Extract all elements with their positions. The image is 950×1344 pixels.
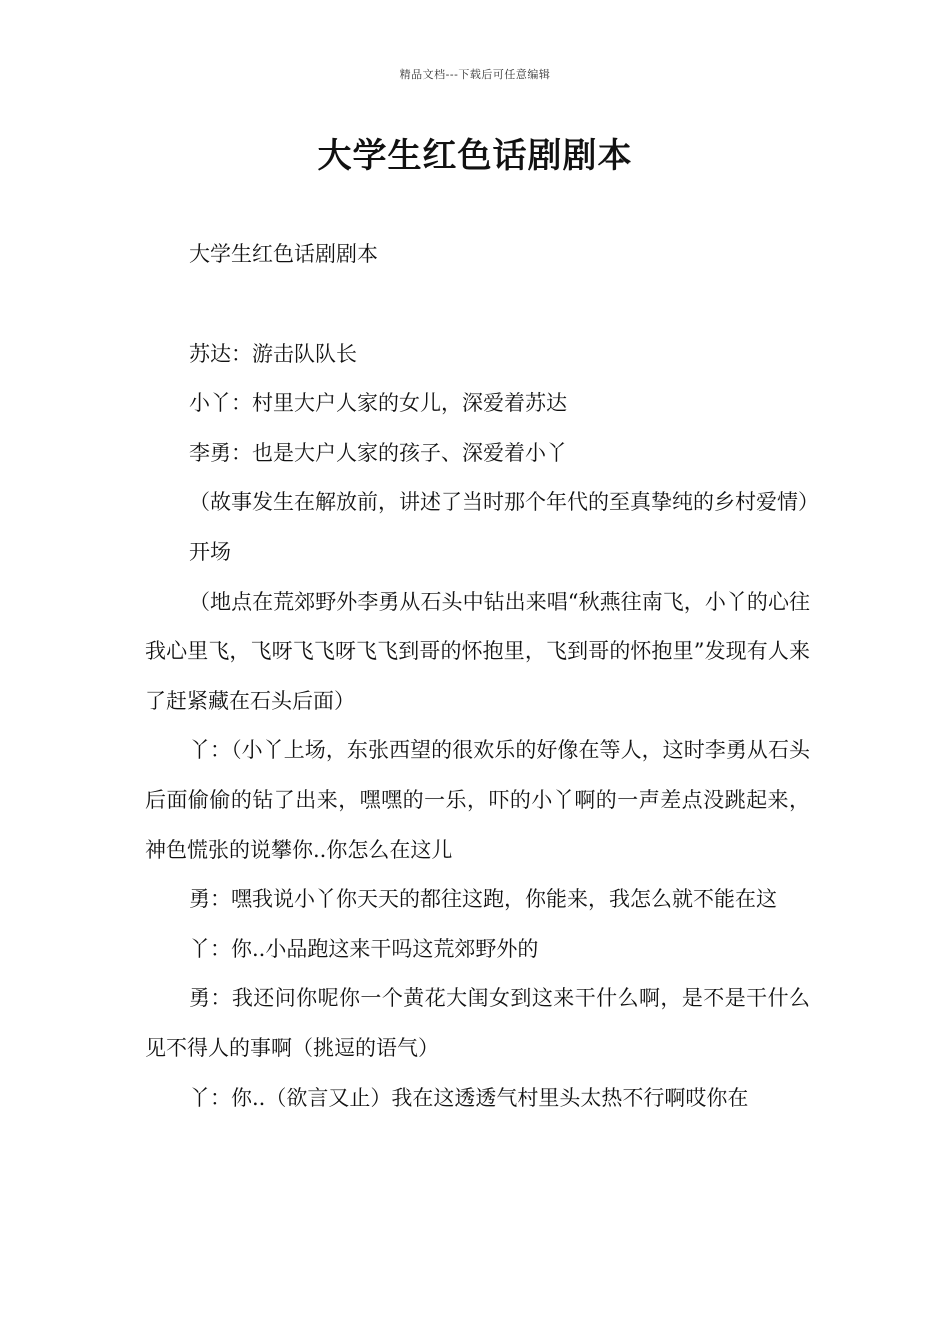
paragraph-dialogue: 勇：我还问你呢你一个黄花大闺女到这来干什么啊，是不是干什么见不得人的事啊（挑逗的语气） [145, 986, 810, 1060]
paragraph-opening: 开场 [189, 539, 231, 564]
document-title: 大学生红色话剧剧本 [317, 136, 633, 176]
paragraph-dialogue: 勇：嘿我说小丫你天天的都往这跑，你能来，我怎么就不能在这 [189, 887, 777, 912]
paragraph-subtitle: 大学生红色话剧剧本 [189, 242, 378, 266]
paragraph-dialogue: 丫：你..（欲言又止）我在这透透气村里头太热不行啊哎你在 [189, 1085, 749, 1110]
paragraph-character-suda: 苏达：游击队队长 [189, 341, 357, 366]
paragraph-character-xiaoya: 小丫：村里大户人家的女儿，深爱着苏达 [189, 391, 567, 416]
paragraph-background: （故事发生在解放前，讲述了当时那个年代的至真挚纯的乡村爱情） [189, 490, 819, 515]
paragraph-dialogue: 丫：（小丫上场，东张西望的很欢乐的好像在等人，这时李勇从石头后面偷偷的钻了出来，嘿嘿的一乐，吓的小丫啊的一声差点没跳起来，神色慌张的说攀你..你怎么在这儿 [145, 738, 810, 862]
paragraph-stage-direction: （地点在荒郊野外李勇从石头中钻出来唱“秋燕往南飞，小丫的心往我心里飞，飞呀飞飞呀飞飞到哥的怀抱里，飞到哥的怀抱里”发现有人来了赶紧藏在石头后面） [145, 589, 810, 713]
paragraph-dialogue: 丫：你..小品跑这来干吗这荒郊野外的 [189, 936, 539, 961]
paragraph-character-liyong: 李勇：也是大户人家的孩子、深爱着小丫 [189, 440, 567, 465]
header-note: 精品文档---下载后可任意编辑 [399, 68, 551, 81]
document-body [145, 230, 819, 1123]
